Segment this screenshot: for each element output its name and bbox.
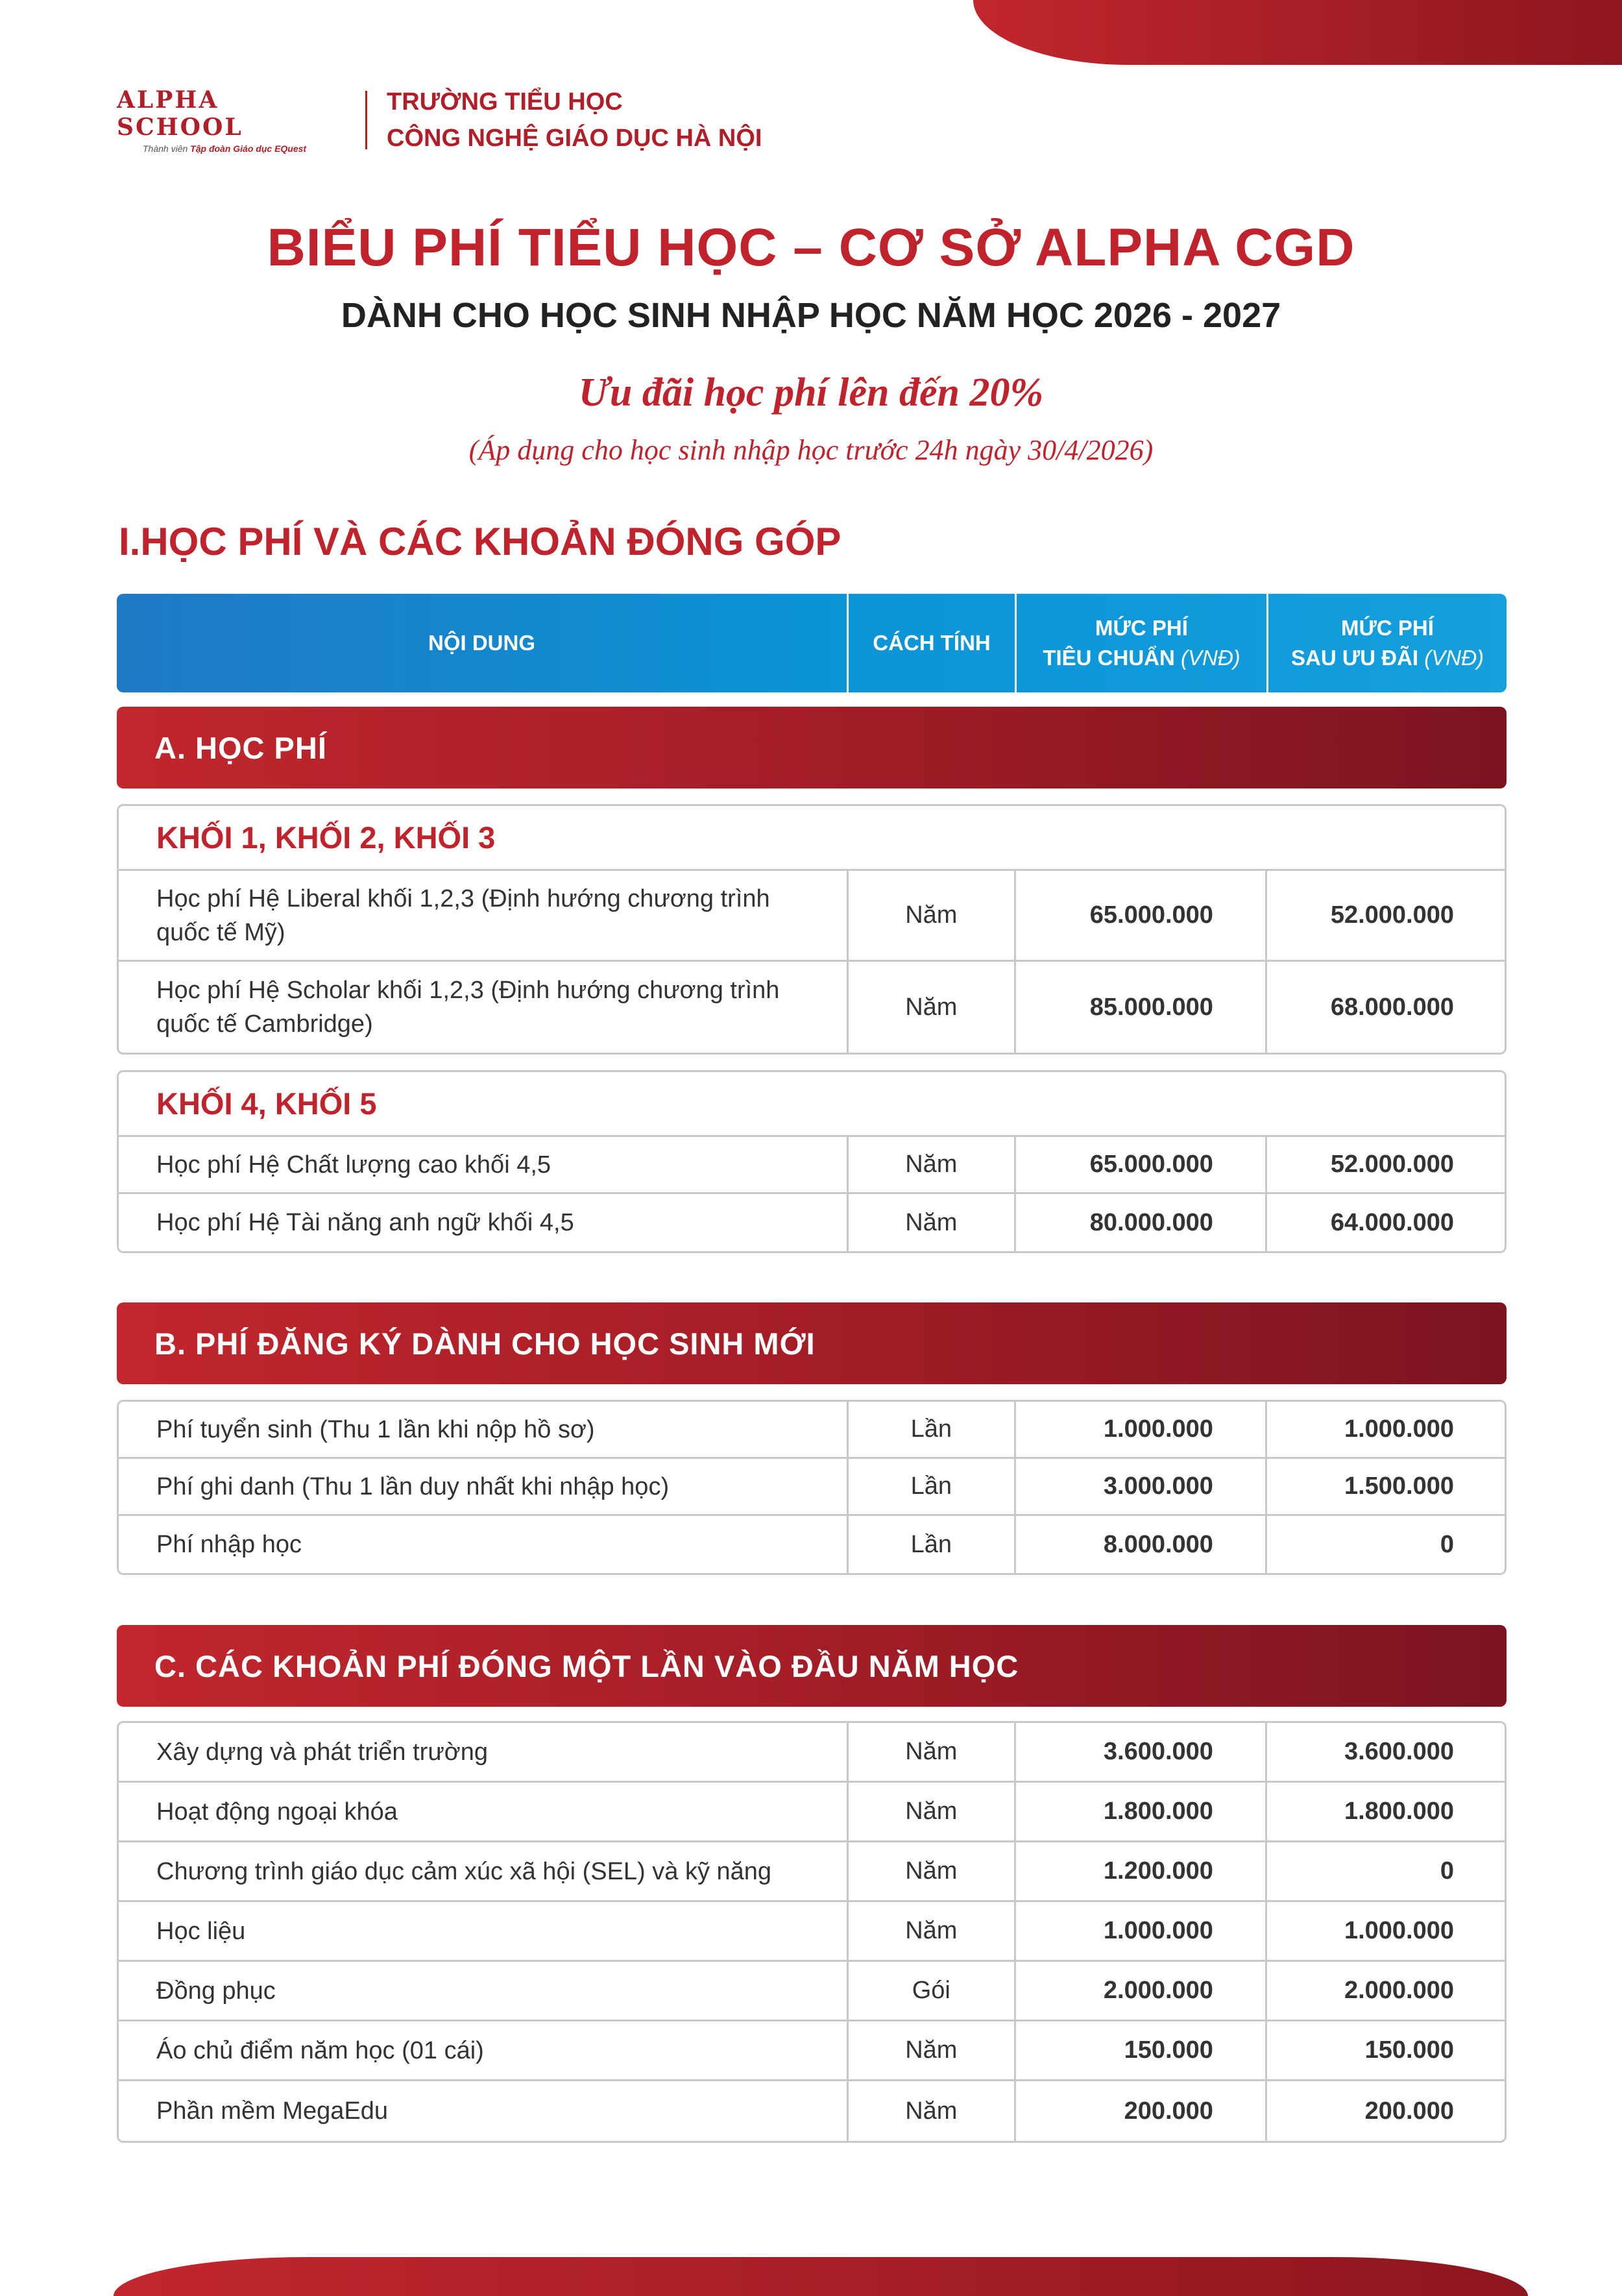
table-row xyxy=(119,1783,1505,1842)
fee-label: Phí ghi danh (Thu 1 lần duy nhất khi nhập học) xyxy=(119,1459,849,1514)
fee-label: Áo chủ điểm năm học (01 cái) xyxy=(119,2021,849,2079)
header-standard-unit: (VNĐ) xyxy=(1181,646,1241,670)
fee-method: Năm xyxy=(849,1137,1016,1192)
table-row xyxy=(119,1459,1505,1516)
header-method xyxy=(849,594,1017,692)
table-row xyxy=(119,1842,1505,1902)
school-name-line-1: TRƯỜNG TIỂU HỌC xyxy=(387,88,623,116)
header-standard-line-2 xyxy=(1043,643,1240,673)
table-row xyxy=(119,1723,1505,1783)
section-a-group-1-table xyxy=(117,804,1507,1055)
fee-discount: 0 xyxy=(1440,1530,1455,1558)
fee-method: Năm xyxy=(849,2081,1016,2141)
header-discount-fee xyxy=(1268,594,1507,692)
fee-label: Đồng phục xyxy=(119,1962,849,2020)
fee-label: Học phí Hệ Tài năng anh ngữ khối 4,5 xyxy=(119,1194,849,1251)
table-row xyxy=(119,2021,1505,2081)
header-standard-label: TIÊU CHUẨN xyxy=(1043,646,1175,670)
fee-label: Phí tuyển sinh (Thu 1 lần khi nộp hồ sơ) xyxy=(119,1402,849,1457)
fee-discount: 52.000.000 xyxy=(1330,901,1455,929)
header-discount-label: SAU ƯU ĐÃI xyxy=(1291,646,1419,670)
header-discount-unit: (VNĐ) xyxy=(1424,646,1484,670)
fee-label: Phần mềm MegaEdu xyxy=(119,2081,849,2141)
fee-standard: 150.000 xyxy=(1016,2021,1267,2079)
header-standard-fee xyxy=(1017,594,1268,692)
fee-standard: 1.200.000 xyxy=(1016,1842,1267,1900)
section-b-band: B. PHÍ ĐĂNG KÝ DÀNH CHO HỌC SINH MỚI xyxy=(117,1302,1507,1384)
group-title: KHỐI 1, KHỐI 2, KHỐI 3 xyxy=(119,806,1505,871)
fee-standard: 3.600.000 xyxy=(1016,1723,1267,1781)
fee-discount: 2.000.000 xyxy=(1344,1977,1455,2004)
section-heading: I.HỌC PHÍ VÀ CÁC KHOẢN ĐÓNG GÓP xyxy=(119,520,841,563)
fee-method: Năm xyxy=(849,1194,1016,1251)
school-name-line-2: CÔNG NGHỆ GIÁO DỤC HÀ NỘI xyxy=(387,125,762,152)
header-method-label: CÁCH TÍNH xyxy=(873,631,991,655)
table-row xyxy=(119,1902,1505,1962)
fee-method: Năm xyxy=(849,871,1016,960)
fee-discount: 200.000 xyxy=(1364,2097,1455,2125)
section-c-band: C. CÁC KHOẢN PHÍ ĐÓNG MỘT LẦN VÀO ĐẦU NĂM HỌC xyxy=(117,1625,1507,1707)
fee-discount: 0 xyxy=(1440,1857,1455,1885)
table-row xyxy=(119,1516,1505,1573)
school-name xyxy=(387,84,762,156)
fee-discount: 52.000.000 xyxy=(1330,1151,1455,1178)
logo-name: ALPHA SCHOOL xyxy=(117,86,243,141)
fee-discount: 1.000.000 xyxy=(1344,1415,1455,1443)
section-a-band: A. HỌC PHÍ xyxy=(117,707,1507,788)
fee-label: Phí nhập học xyxy=(119,1516,849,1573)
table-row xyxy=(119,962,1505,1053)
fee-method: Năm xyxy=(849,1783,1016,1840)
fee-standard: 1.800.000 xyxy=(1016,1783,1267,1840)
fee-method: Năm xyxy=(849,2021,1016,2079)
fee-method: Lần xyxy=(849,1459,1016,1514)
header-discount-line-1: MỨC PHÍ xyxy=(1341,616,1434,640)
fee-standard: 1.000.000 xyxy=(1016,1402,1267,1457)
fee-standard: 2.000.000 xyxy=(1016,1962,1267,2020)
section-b-table xyxy=(117,1400,1507,1575)
header-standard-line-1: MỨC PHÍ xyxy=(1095,616,1188,640)
decorative-corner-top xyxy=(973,0,1622,65)
table-row xyxy=(119,1194,1505,1251)
fee-discount: 68.000.000 xyxy=(1330,993,1455,1021)
header-discount-line-2 xyxy=(1291,643,1484,673)
fee-method: Lần xyxy=(849,1516,1016,1573)
page-title: BIỂU PHÍ TIỂU HỌC – CƠ SỞ ALPHA CGD xyxy=(267,218,1355,277)
promo-text: Ưu đãi học phí lên đến 20% xyxy=(578,371,1044,415)
fee-method: Gói xyxy=(849,1962,1016,2020)
table-row xyxy=(119,1137,1505,1194)
table-row xyxy=(119,2081,1505,2141)
fee-label: Xây dựng và phát triển trường xyxy=(119,1723,849,1781)
fee-method: Năm xyxy=(849,962,1016,1053)
fee-discount: 1.000.000 xyxy=(1344,1917,1455,1944)
fee-label: Hoạt động ngoại khóa xyxy=(119,1783,849,1840)
decorative-band-bottom xyxy=(114,2257,1528,2296)
fee-standard: 8.000.000 xyxy=(1016,1516,1267,1573)
table-header xyxy=(117,594,1507,692)
header-divider xyxy=(365,91,367,149)
table-row xyxy=(119,871,1505,962)
fee-discount: 1.500.000 xyxy=(1344,1472,1455,1500)
fee-standard: 65.000.000 xyxy=(1016,871,1267,960)
table-row xyxy=(119,1402,1505,1459)
logo-tagline-prefix: Thành viên xyxy=(143,143,188,154)
header-content xyxy=(117,594,849,692)
fee-standard: 1.000.000 xyxy=(1016,1902,1267,1960)
fee-standard: 80.000.000 xyxy=(1016,1194,1267,1251)
page-header xyxy=(117,88,762,153)
section-a-group-2-table xyxy=(117,1070,1507,1253)
fee-method: Năm xyxy=(849,1723,1016,1781)
fee-label: Học phí Hệ Liberal khối 1,2,3 (Định hướng chương trình quốc tế Mỹ) xyxy=(119,871,849,960)
promo-note: (Áp dụng cho học sinh nhập học trước 24h ngày 30/4/2026) xyxy=(468,434,1154,466)
fee-label: Chương trình giáo dục cảm xúc xã hội (SEL) và kỹ năng xyxy=(119,1842,849,1900)
fee-discount: 1.800.000 xyxy=(1344,1798,1455,1825)
fee-label: Học liệu xyxy=(119,1902,849,1960)
fee-method: Lần xyxy=(849,1402,1016,1457)
section-c-table xyxy=(117,1721,1507,2143)
fee-standard: 85.000.000 xyxy=(1016,962,1267,1053)
fee-standard: 65.000.000 xyxy=(1016,1137,1267,1192)
fee-discount: 3.600.000 xyxy=(1344,1738,1455,1765)
fee-discount: 64.000.000 xyxy=(1330,1208,1455,1236)
fee-standard: 200.000 xyxy=(1016,2081,1267,2141)
school-logo xyxy=(117,86,354,154)
group-title: KHỐI 4, KHỐI 5 xyxy=(119,1072,1505,1137)
fee-standard: 3.000.000 xyxy=(1016,1459,1267,1514)
table-row xyxy=(119,1962,1505,2021)
header-content-label: NỘI DUNG xyxy=(428,631,535,655)
logo-tagline xyxy=(117,143,354,154)
fee-label: Học phí Hệ Chất lượng cao khối 4,5 xyxy=(119,1137,849,1192)
fee-label: Học phí Hệ Scholar khối 1,2,3 (Định hướng chương trình quốc tế Cambridge) xyxy=(119,962,849,1053)
fee-discount: 150.000 xyxy=(1364,2036,1455,2064)
logo-tagline-group: Tập đoàn Giáo dục EQuest xyxy=(190,143,307,154)
page-subtitle: DÀNH CHO HỌC SINH NHẬP HỌC NĂM HỌC 2026 - 2027 xyxy=(341,296,1281,335)
fee-method: Năm xyxy=(849,1842,1016,1900)
fee-method: Năm xyxy=(849,1902,1016,1960)
